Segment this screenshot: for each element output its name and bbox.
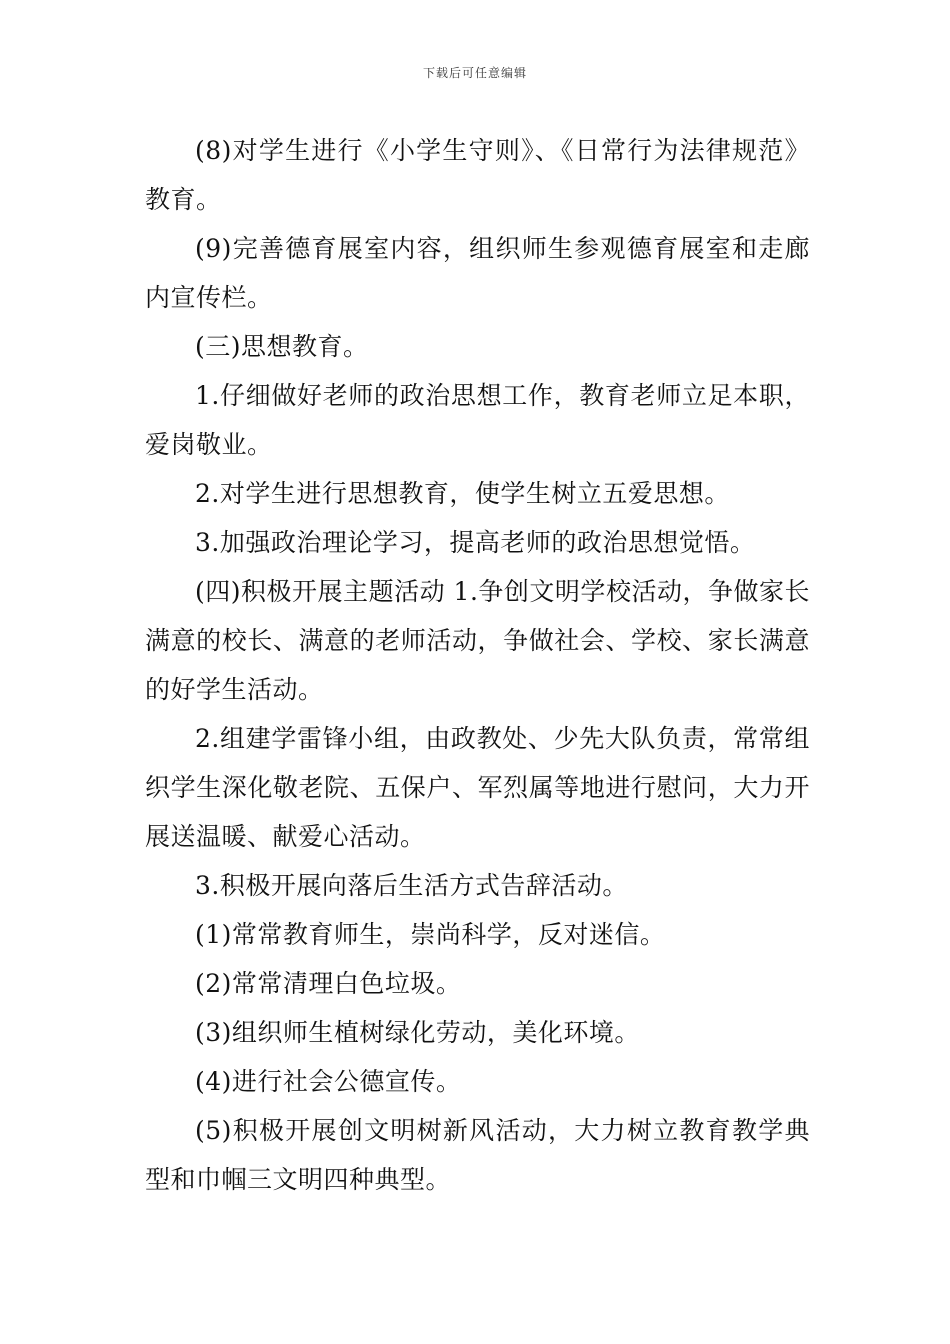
paragraph-lei-feng-group: 2.组建学雷锋小组，由政教处、少先大队负责，常常组织学生深化敬老院、五保户、军烈属等地进行慰问，大力开展送温暖、献爱心活动。 xyxy=(145,724,810,851)
list-item-1-science: (1)常常教育师生，崇尚科学，反对迷信。 xyxy=(195,920,666,949)
list-item-4-social-morality: (4)进行社会公德宣传。 xyxy=(195,1067,462,1096)
section-heading-ideological-education: (三)思想教育。 xyxy=(195,332,369,361)
document-body xyxy=(145,126,810,1204)
paragraph-8-rules-education: (8)对学生进行《小学生守则》、《日常行为法律规范》教育。 xyxy=(145,136,810,214)
paragraph-teacher-political-work: 1.仔细做好老师的政治思想工作，教育老师立足本职，爱岗敬业。 xyxy=(145,381,810,459)
list-item-2-white-garbage: (2)常常清理白色垃圾。 xyxy=(195,969,462,998)
header-note: 下载后可任意编辑 xyxy=(422,66,527,80)
paragraph-student-ideological-education: 2.对学生进行思想教育，使学生树立五爱思想。 xyxy=(195,479,730,508)
paragraph-9-exhibition-room: (9)完善德育展室内容，组织师生参观德育展室和走廊内宣传栏。 xyxy=(145,234,810,312)
paragraph-political-theory-study: 3.加强政治理论学习，提高老师的政治思想觉悟。 xyxy=(195,528,756,557)
paragraph-farewell-backward-lifestyle: 3.积极开展向落后生活方式告辞活动。 xyxy=(195,871,628,900)
section-heading-theme-activities: (四)积极开展主题活动 1.争创文明学校活动，争做家长满意的校长、满意的老师活动，争做社会、学校、家长满意的好学生活动。 xyxy=(145,577,810,704)
list-item-5-civilization-activities: (5)积极开展创文明树新风活动，大力树立教育教学典型和巾帼三文明四种典型。 xyxy=(145,1116,810,1194)
list-item-3-tree-planting: (3)组织师生植树绿化劳动，美化环境。 xyxy=(195,1018,640,1047)
